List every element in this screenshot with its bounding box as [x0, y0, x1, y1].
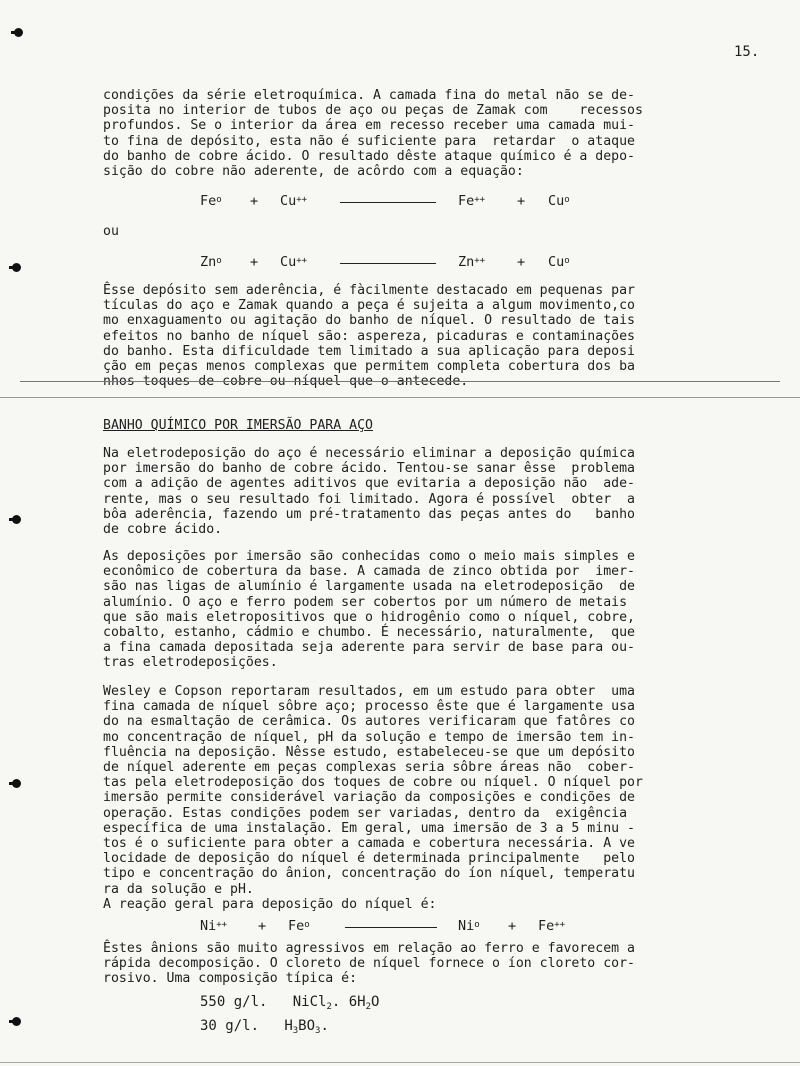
- equation-term: Cu$^o$: [548, 254, 570, 270]
- paragraph-7: [103, 941, 765, 987]
- text-line: com a adição de agentes aditivos que evitaria a deposição não ade-: [103, 476, 635, 492]
- text-line: econômico de cobertura da base. A camada de zinco obtida por imer-: [103, 564, 635, 580]
- binder-hole: [12, 779, 21, 788]
- equation-plus: +: [517, 193, 526, 209]
- text-line: são nas ligas de alumínio é largamente usada na eletrodeposição de: [103, 579, 635, 595]
- paragraph-6: [103, 897, 765, 912]
- text-line: rosivo. Uma composição típica é:: [103, 971, 358, 987]
- text-line: do banho de cobre ácido. O resultado dêste ataque químico é a depo-: [103, 148, 635, 164]
- text-line: específica de uma instalação. Em geral, uma imersão de 3 a 5 minu -: [103, 820, 635, 836]
- text-line: A reação geral para deposição do níquel é:: [103, 897, 437, 912]
- strike-line: [20, 381, 780, 382]
- binder-hole: [12, 515, 21, 524]
- binder-hole: [12, 1017, 21, 1026]
- text-line: rápida decomposição. O cloreto de níquel fornece o íon cloreto cor-: [103, 956, 635, 972]
- equation-term: Fe$^o$: [200, 193, 222, 209]
- text-line: Wesley e Copson reportaram resultados, em um estudo para obter uma: [103, 684, 635, 699]
- equation-term: Fe++: [538, 918, 566, 934]
- text-line: profundos. Se o interior da área em recesso receber uma camada mui-: [103, 118, 635, 134]
- text-line: que são mais eletropositivos que o hidrogênio como o níquel, cobre,: [103, 609, 635, 625]
- text-line: de cobre ácido.: [103, 522, 223, 538]
- text-line: cobalto, estanho, cádmio e chumbo. É necessário, naturalmente, que: [103, 625, 635, 641]
- text-line: Na eletrodeposição do aço é necessário eliminar a deposição química: [103, 446, 635, 461]
- text-line: mo concentração de níquel, pH da solução e tempo de imersão tem in-: [103, 729, 635, 745]
- text-line: ção em peças menos complexas que permitem completa cobertura dos ba: [103, 359, 635, 375]
- equation-term: Zn++: [458, 254, 486, 270]
- text-line: to fina de depósito, esta não é suficiente para retardar o ataque: [103, 133, 635, 149]
- text-line: tos é o suficiente para obter a camada e cobertura necessária. A ve: [103, 836, 635, 852]
- equation-plus: +: [517, 254, 526, 270]
- text-line: fina camada de níquel sôbre aço; processo êste que é largamente usa: [103, 699, 635, 715]
- text-line: Êsse depósito sem aderência, é fàcilmente destacado em pequenas par: [103, 283, 635, 298]
- text-line: bôa aderência, fazendo um pré-tratamento das peças antes do banho: [103, 506, 635, 522]
- text-line: alumínio. O aço e ferro podem ser cobertos por um número de metais: [103, 594, 628, 610]
- reaction-arrow: [340, 263, 436, 264]
- text-line: As deposições por imersão são conhecidas como o meio mais simples e: [103, 549, 635, 564]
- text-line: nhos toques de cobre ou níquel que o antecede.: [103, 374, 469, 390]
- equation-term: Cu++: [280, 193, 308, 209]
- equation-plus: +: [250, 193, 259, 209]
- equation-term: Zn$^o$: [200, 254, 222, 270]
- text-line: ra da solução e pH.: [103, 881, 254, 897]
- text-line: operação. Estas condições podem ser variadas, dentro da exigência: [103, 805, 628, 821]
- text-line: posita no interior de tubos de aço ou peças de Zamak com recessos: [103, 103, 643, 119]
- paragraph-1: [103, 88, 765, 179]
- text-line: locidade de deposição do níquel é determinada principalmente pelo: [103, 851, 635, 867]
- equation-term: Ni++: [200, 918, 228, 934]
- text-line: do na esmaltação de cerâmica. Os autores verificaram que fatôres co: [103, 714, 635, 730]
- paragraph-2: [103, 283, 765, 389]
- equation-term: Cu++: [280, 254, 308, 270]
- text-line: tipo e concentração do ânion, concentração do íon níquel, temperatu: [103, 866, 635, 882]
- binder-hole: [12, 263, 21, 272]
- equation-plus: +: [250, 254, 259, 270]
- text-line: sição do cobre não aderente, de acôrdo com a equação:: [103, 164, 524, 180]
- text-line: tículas do aço e Zamak quando a peça é sujeita a algum movimento,co: [103, 298, 635, 314]
- composition-formula: $H_3BO_3$.: [284, 1018, 329, 1036]
- reaction-arrow: [345, 927, 437, 928]
- paragraph-4: [103, 549, 765, 671]
- text-line: a fina camada depositada seja aderente para servir de base para ou-: [103, 640, 635, 656]
- text-line: rente, mas o seu resultado foi limitado. Agora é possível obter a: [103, 491, 635, 507]
- binder-hole: [14, 28, 23, 37]
- equation-term: Ni$^o$: [458, 918, 480, 934]
- equation-plus: +: [508, 918, 517, 934]
- text-line: condições da série eletroquímica. A camada fina do metal não se de-: [103, 88, 635, 103]
- reaction-arrow: [340, 202, 436, 203]
- composition-quantity: 30 g/l.: [200, 1018, 260, 1034]
- connector-word: ou: [103, 224, 119, 239]
- composition-formula: NiCl$_2$. $6H_2O$: [292, 994, 380, 1012]
- text-line: tras eletrodeposições.: [103, 655, 278, 671]
- text-line: de níquel aderente em peças complexas seria sôbre áreas não cober-: [103, 760, 635, 776]
- text-line: fluência na deposição. Nêsse estudo, estabeleceu-se que um depósito: [103, 744, 635, 760]
- text-line: mo enxaguamento ou agitação do banho de níquel. O resultado de tais: [103, 313, 635, 329]
- text-line: Êstes ânions são muito agressivos em relação ao ferro e favorecem a: [103, 941, 635, 956]
- equation-plus: +: [258, 918, 267, 934]
- page-number: 15.: [734, 44, 760, 60]
- text-line: tas pela eletrodeposição dos toques de cobre ou níquel. O níquel por: [103, 775, 643, 791]
- section-heading: BANHO QUÍMICO POR IMERSÃO PARA AÇO: [103, 418, 373, 433]
- paste-seam: [0, 397, 800, 398]
- composition-quantity: 550 g/l.: [200, 994, 268, 1010]
- paragraph-3: [103, 446, 765, 537]
- text-line: por imersão do banho de cobre ácido. Tentou-se sanar êsse problema: [103, 461, 635, 477]
- composition-line-1: [200, 994, 379, 1010]
- text-line: efeitos no banho de níquel são: aspereza, picaduras e contaminações: [103, 328, 635, 344]
- paragraph-5: [103, 684, 765, 897]
- equation-term: Cu$^o$: [548, 193, 570, 209]
- text-line: imersão permite considerável variação da composições e condições de: [103, 790, 635, 806]
- equation-term: Fe$^o$: [288, 918, 310, 934]
- composition-line-2: [200, 1018, 329, 1034]
- equation-term: Fe++: [458, 193, 486, 209]
- text-line: do banho. Esta dificuldade tem limitado a sua aplicação para deposi: [103, 343, 635, 359]
- bottom-edge-line: [0, 1062, 800, 1063]
